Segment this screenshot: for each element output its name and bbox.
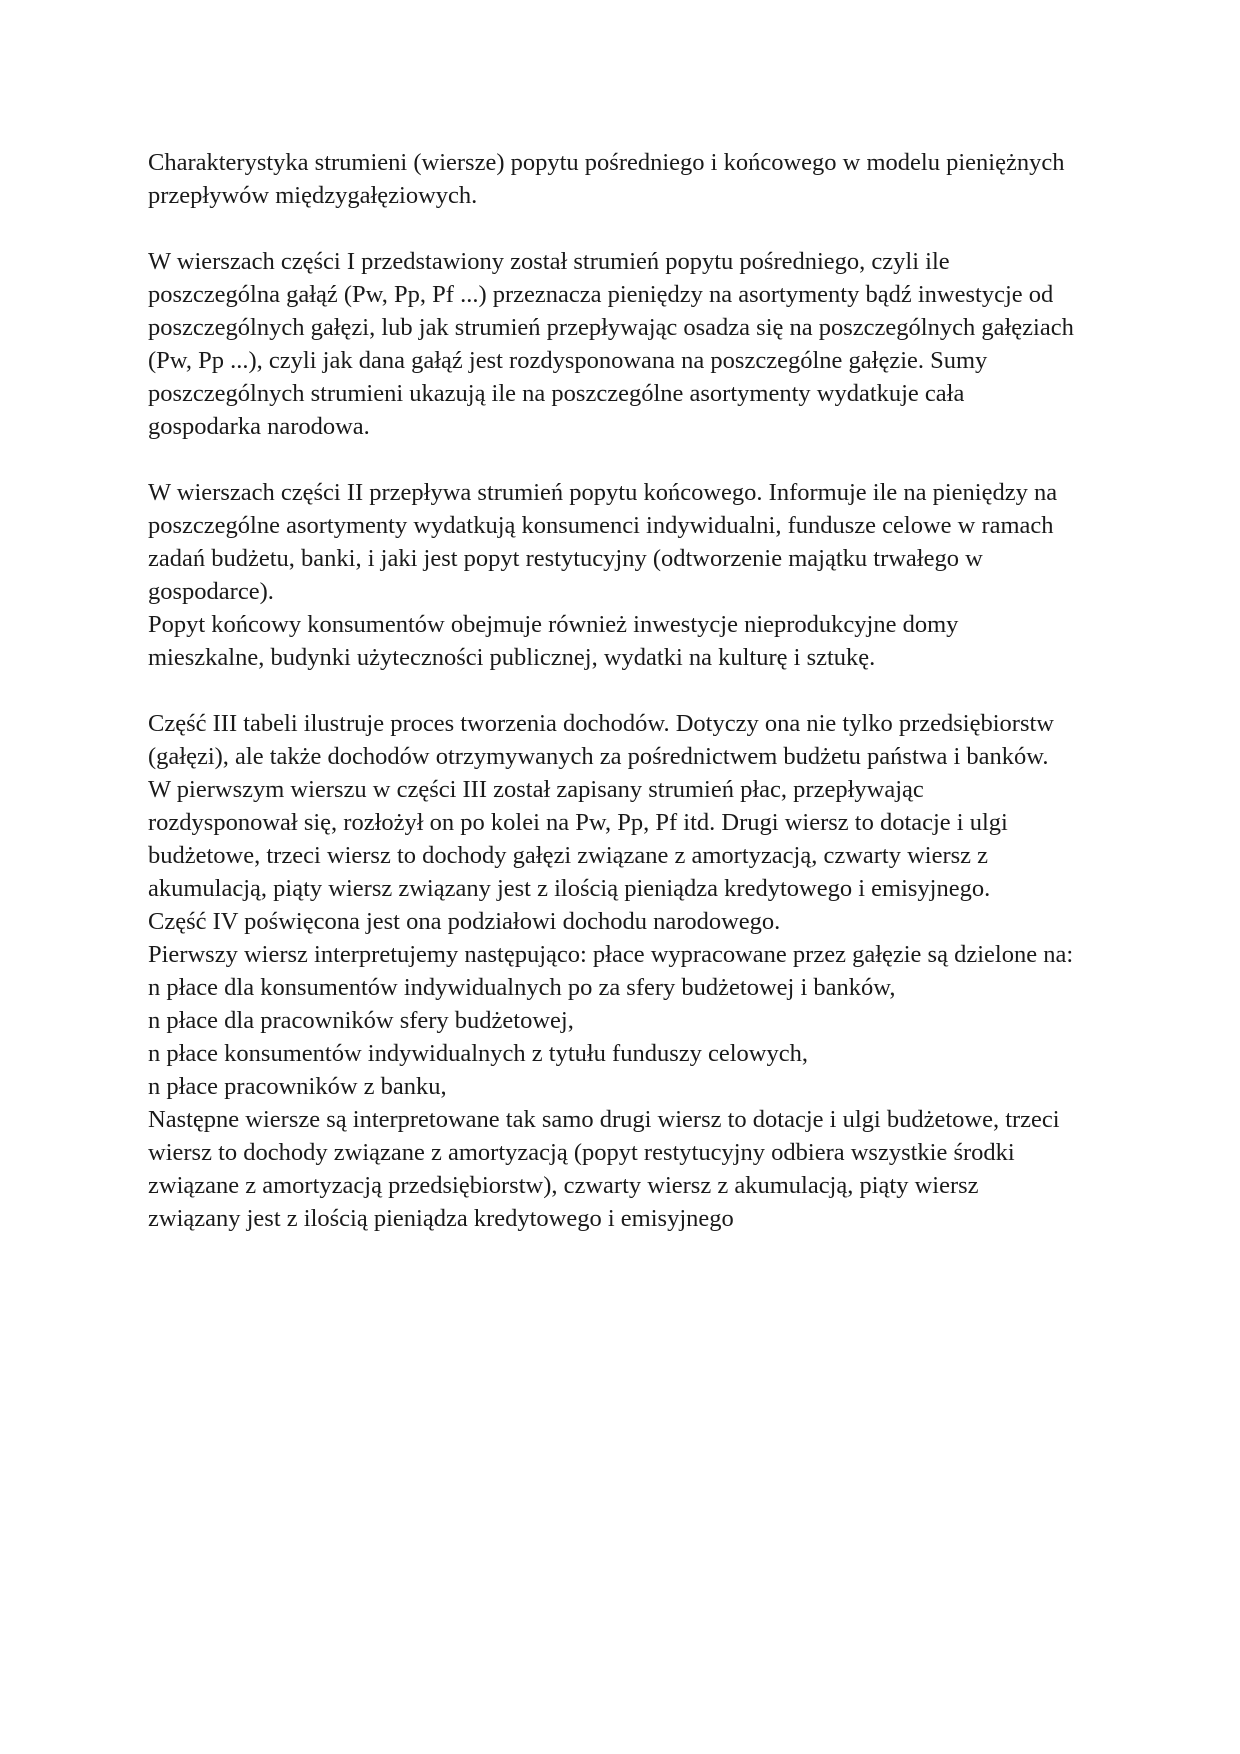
- paragraph-part-3-4: [148, 707, 1108, 1235]
- text-line: W pierwszym wierszu w części III został zapisany strumień płac, przepływając: [148, 776, 924, 803]
- list-item: n płace dla pracowników sfery budżetowej,: [148, 1007, 574, 1034]
- text-line: (Pw, Pp ...), czyli jak dana gałąź jest rozdysponowana na poszczególne gałęzie. Sumy: [148, 347, 988, 374]
- text-line: związany jest z ilością pieniądza kredytowego i emisyjnego: [148, 1205, 734, 1232]
- text-line: rozdysponował się, rozłożył on po kolei na Pw, Pp, Pf itd. Drugi wiersz to dotacje i ulgi: [148, 809, 1008, 836]
- paragraph-title: [148, 146, 1108, 212]
- text-line: mieszkalne, budynki użyteczności publicznej, wydatki na kulturę i sztukę.: [148, 644, 876, 671]
- text-line: Charakterystyka strumieni (wiersze) popytu pośredniego i końcowego w modelu pieniężnych: [148, 149, 1065, 176]
- text-line: zadań budżetu, banki, i jaki jest popyt restytucyjny (odtworzenie majątku trwałego w: [148, 545, 983, 572]
- list-item: n płace dla konsumentów indywidualnych po za sfery budżetowej i banków,: [148, 974, 896, 1001]
- paragraph-part-2: [148, 476, 1108, 674]
- text-line: (gałęzi), ale także dochodów otrzymywanych za pośrednictwem budżetu państwa i banków.: [148, 743, 1049, 770]
- list-item: n płace konsumentów indywidualnych z tytułu funduszy celowych,: [148, 1040, 808, 1067]
- text-line: gospodarce).: [148, 578, 274, 605]
- text-line: budżetowe, trzeci wiersz to dochody gałęzi związane z amortyzacją, czwarty wiersz z: [148, 842, 989, 869]
- text-line: przepływów międzygałęziowych.: [148, 182, 478, 209]
- text-line: akumulacją, piąty wiersz związany jest z ilością pieniądza kredytowego i emisyjnego.: [148, 875, 991, 902]
- text-line: Następne wiersze są interpretowane tak samo drugi wiersz to dotacje i ulgi budżetowe, trzeci: [148, 1106, 1060, 1133]
- text-line: Część IV poświęcona jest ona podziałowi dochodu narodowego.: [148, 908, 781, 935]
- text-line: W wierszach części II przepływa strumień popytu końcowego. Informuje ile na pieniędzy na: [148, 479, 1058, 506]
- text-line: poszczególnych strumieni ukazują ile na poszczególne asortymenty wydatkuje cała: [148, 380, 965, 407]
- text-line: Część III tabeli ilustruje proces tworzenia dochodów. Dotyczy ona nie tylko przedsiębiorstw: [148, 710, 1054, 737]
- text-line: Pierwszy wiersz interpretujemy następująco: płace wypracowane przez gałęzie są dzielone na:: [148, 941, 1074, 968]
- text-line: związane z amortyzacją przedsiębiorstw), czwarty wiersz z akumulacją, piąty wiersz: [148, 1172, 979, 1199]
- paragraph-part-1: [148, 245, 1108, 443]
- text-line: Popyt końcowy konsumentów obejmuje również inwestycje nieprodukcyjne domy: [148, 611, 959, 638]
- text-line: poszczególne asortymenty wydatkują konsumenci indywidualni, fundusze celowe w ramach: [148, 512, 1054, 539]
- list-item: n płace pracowników z banku,: [148, 1073, 447, 1100]
- text-line: poszczególnych gałęzi, lub jak strumień przepływając osadza się na poszczególnych gałęziach: [148, 314, 1074, 341]
- text-line: wiersz to dochody związane z amortyzacją (popyt restytucyjny odbiera wszystkie środki: [148, 1139, 1015, 1166]
- document-page: [148, 146, 1108, 1268]
- text-line: poszczególna gałąź (Pw, Pp, Pf ...) przeznacza pieniędzy na asortymenty bądź inwestycje od: [148, 281, 1054, 308]
- text-line: W wierszach części I przedstawiony został strumień popytu pośredniego, czyli ile: [148, 248, 950, 275]
- text-line: gospodarka narodowa.: [148, 413, 370, 440]
